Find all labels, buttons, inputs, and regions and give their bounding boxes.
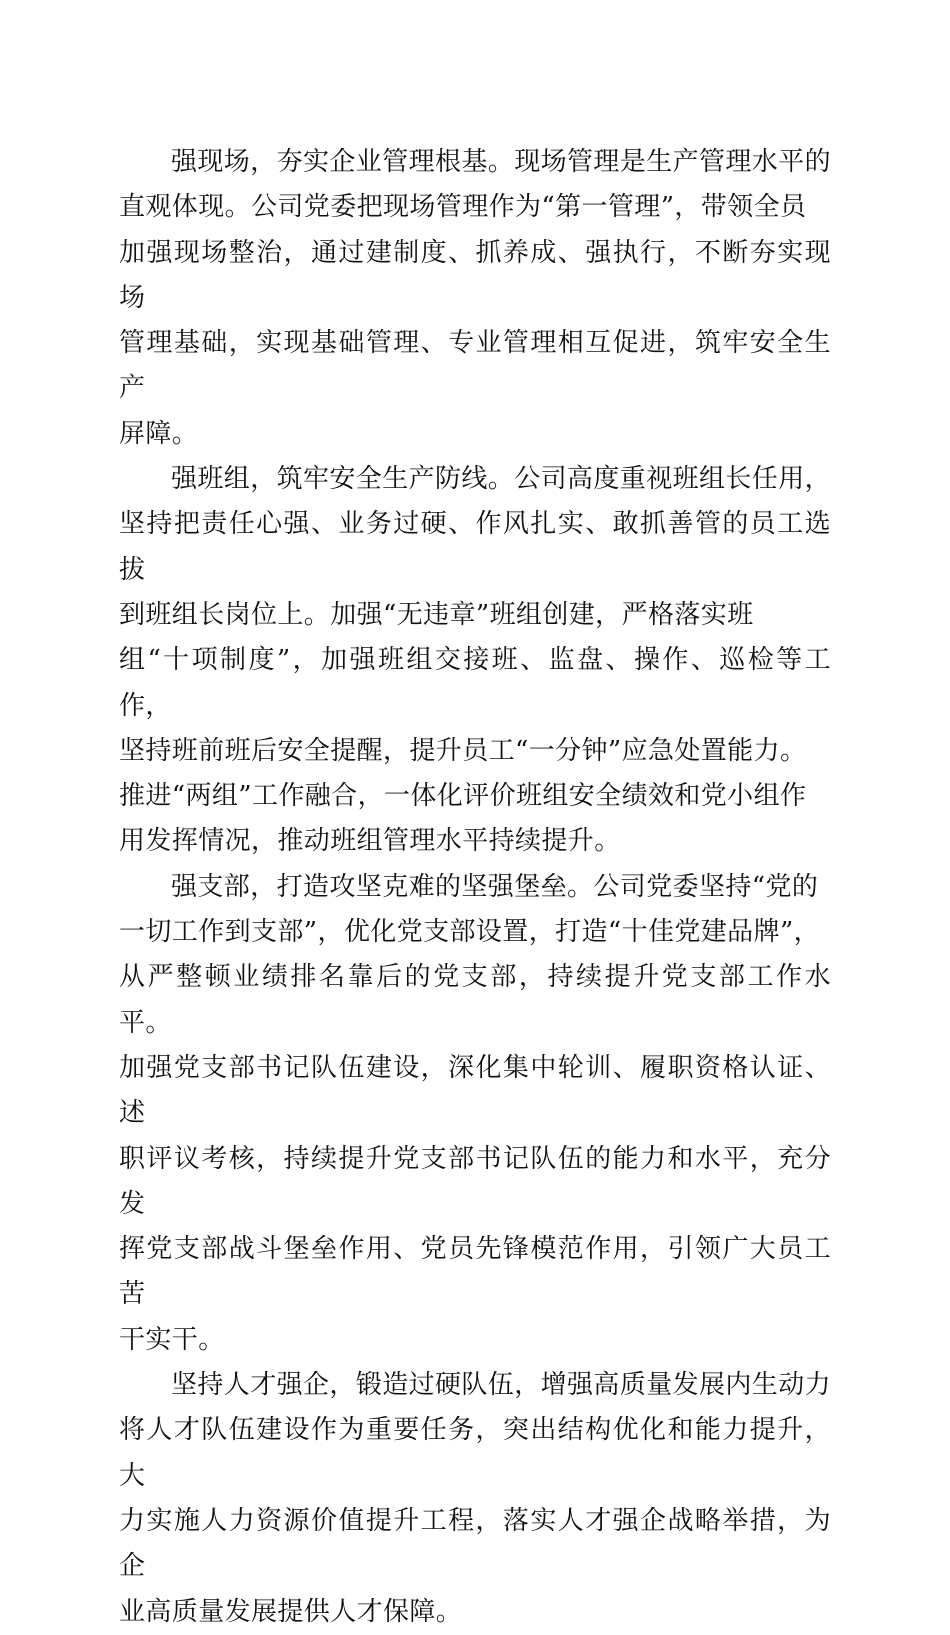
document-body [119,140,831,1635]
paragraph-talent: 坚持人才强企，锻造过硬队伍，增强高质量发展内生动力 将人才队伍建设作为重要任务，突出结构优化和能力提升，大 力实施人力资源价值提升工程，落实人才强企战略举措，为企 业高质量发展提供人才保障。 [119,1370,832,1627]
paragraph-strong-team: 强班组，筑牢安全生产防线。公司高度重视班组长任用， 坚持把责任心强、业务过硬、作风扎实、敢抓善管的员工选拔 到班组长岗位上。加强“无违章”班组创建，严格落实班 组“十项制度”，加强班组交接班、监盘、操作、巡检等工作， 坚持班前班后安全提醒，提升员工“一分钟”应急处置能力。 推进“两组”工作融合，一体化评价班组安全绩效和党小组作 用发挥情况，推动班组管理水平持续提升。 [119,464,832,857]
paragraph-strong-branch: 强支部，打造攻坚克难的坚强堡垒。公司党委坚持“党的 一切工作到支部”，优化党支部设置，打造“十佳党建品牌”， 从严整顿业绩排名靠后的党支部，持续提升党支部工作水平。 加强党支部书记队伍建设，深化集中轮训、履职资格认证、述 职评议考核，持续提升党支部书记队伍的能力和水平，充分发 挥党支部战斗堡垒作用、党员先锋模范作用，引领广大员工苦 干实干。 [119,871,831,1355]
paragraph-strong-site: 强现场，夯实企业管理根基。现场管理是生产管理水平的 直观体现。公司党委把现场管理作为“第一管理”，带领全员 加强现场整治，通过建制度、抓养成、强执行，不断夯实现场 管理基础，实现基础管理、专业管理相互促进，筑牢安全生产 屏障。 [119,147,832,449]
